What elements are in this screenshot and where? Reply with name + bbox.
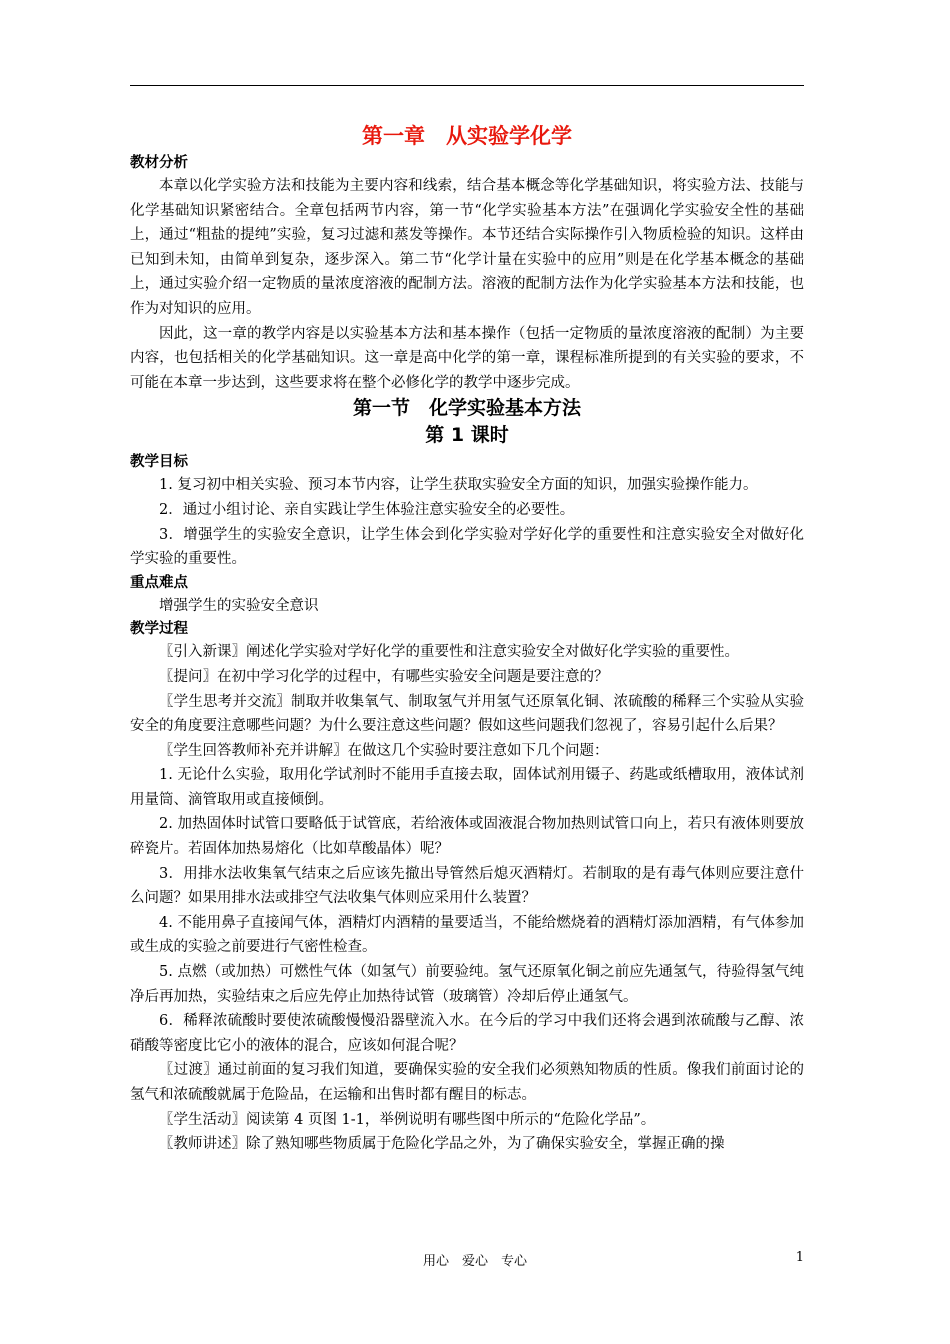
footer-motto: 用心 爱心 专心	[422, 1254, 527, 1269]
process-paragraph: 3．用排水法收集氧气结束之后应该先撤出导管然后熄灭酒精灯。若制取的是有毒气体则应要注意什么问题？如果用排水法或排空气法收集气体则应采用什么装置？	[130, 865, 804, 907]
process-paragraph: 〖提问〗在初中学习化学的过程中，有哪些实验安全问题是要注意的？	[159, 668, 609, 685]
key-points-heading: 重点难点	[130, 574, 188, 591]
objective-item: 2．通过小组讨论、亲自实践让学生体验注意实验安全的必要性。	[159, 501, 575, 518]
section-title: 第一节 化学实验基本方法	[352, 397, 581, 420]
process-paragraph: 1. 无论什么实验，取用化学试剂时不能用手直接去取，固体试剂用镊子、药匙或纸槽取用，液体试剂用量筒、滴管取用或直接倾倒。	[130, 767, 804, 808]
process-paragraph: 〖学生活动〗阅读第 4 页图 1-1，举例说明有哪些图中所示的“危险化学品”。	[159, 1111, 656, 1128]
process-paragraph: 〖教师讲述〗除了熟知哪些物质属于危险化学品之外，为了确保实验安全，掌握正确的操	[159, 1136, 725, 1153]
process-heading: 教学过程	[130, 621, 188, 638]
key-point-item: 增强学生的实验安全意识	[159, 597, 319, 614]
page-number: 1	[795, 1250, 804, 1265]
objective-item: 1. 复习初中相关实验、预习本节内容，让学生获取实验安全方面的知识，加强实验操作能力。	[159, 477, 758, 494]
process-paragraph: 6．稀释浓硫酸时要使浓硫酸慢慢沿器壁流入水。在今后的学习中我们还将会遇到浓硫酸与乙醇、浓硝酸等密度比它小的液体的混合，应该如何混合呢？	[130, 1013, 804, 1054]
analysis-paragraph: 因此，这一章的教学内容是以实验基本方法和基本操作（包括一定物质的量浓度溶液的配制）为主要内容，也包括相关的化学基础知识。这一章是高中化学的第一章，课程标准所提到的有关实验的要求，不可能在本章一步达到，这些要求将在整个必修化学的教学中逐步完成。	[130, 325, 804, 391]
document-body	[130, 120, 804, 1157]
process-paragraph: 〖过渡〗通过前面的复习我们知道，要确保实验的安全我们必须熟知物质的性质。像我们前面讨论的氢气和浓硫酸就属于危险品，在运输和出售时都有醒目的标志。	[130, 1062, 804, 1103]
objectives-heading: 教学目标	[130, 454, 188, 471]
analysis-paragraph: 本章以化学实验方法和技能为主要内容和线索，结合基本概念等化学基础知识，将实验方法、技能与化学基础知识紧密结合。全章包括两节内容，第一节“化学实验基本方法”在强调化学实验安全性的基础上，通过“粗盐的提纯”实验，复习过滤和蒸发等操作。本节还结合实际操作引入物质检验的知识。这样由已知到未知，由简单到复杂，逐步深入。第二节“化学计量在实验中的应用”则是在化学基本概念的基础上，通过实验介绍一定物质的量浓度溶液的配制方法。溶液的配制方法作为化学实验基本方法和技能，也作为对知识的应用。	[130, 178, 804, 317]
chapter-title: 第一章 从实验学化学	[362, 124, 572, 148]
analysis-heading: 教材分析	[130, 155, 188, 171]
header-rule	[130, 85, 804, 86]
process-paragraph: 5. 点燃（或加热）可燃性气体（如氢气）前要验纯。氢气还原氧化铜之前应先通氢气，待验得氢气纯净后再加热，实验结束之后应先停止加热待试管（玻璃管）冷却后停止通氢气。	[130, 964, 804, 1005]
process-paragraph: 〖引入新课〗阐述化学实验对学好化学的重要性和注意实验安全对做好化学实验的重要性。	[159, 644, 739, 661]
process-paragraph: 2. 加热固体时试管口要略低于试管底，若给液体或固液混合物加热则试管口向上，若只有液体则要放碎瓷片。若固体加热易熔化（比如草酸晶体）呢？	[130, 816, 804, 858]
lesson-title: 第 1 课时	[425, 424, 509, 447]
process-paragraph: 4. 不能用鼻子直接闻气体，酒精灯内酒精的量要适当，不能给燃烧着的酒精灯添加酒精，有气体参加或生成的实验之前要进行气密性检查。	[130, 914, 804, 956]
objective-item: 3．增强学生的实验安全意识，让学生体会到化学实验对学好化学的重要性和注意实验安全对做好化学实验的重要性。	[130, 526, 804, 568]
process-paragraph: 〖学生回答教师补充并讲解〗在做这几个实验时要注意如下几个问题：	[159, 742, 609, 759]
process-paragraph: 〖学生思考并交流〗制取并收集氧气、制取氢气并用氢气还原氧化铜、浓硫酸的稀释三个实验从实验安全的角度要注意哪些问题？为什么要注意这些问题？假如这些问题我们忽视了，容易引起什么后果？	[130, 693, 804, 735]
